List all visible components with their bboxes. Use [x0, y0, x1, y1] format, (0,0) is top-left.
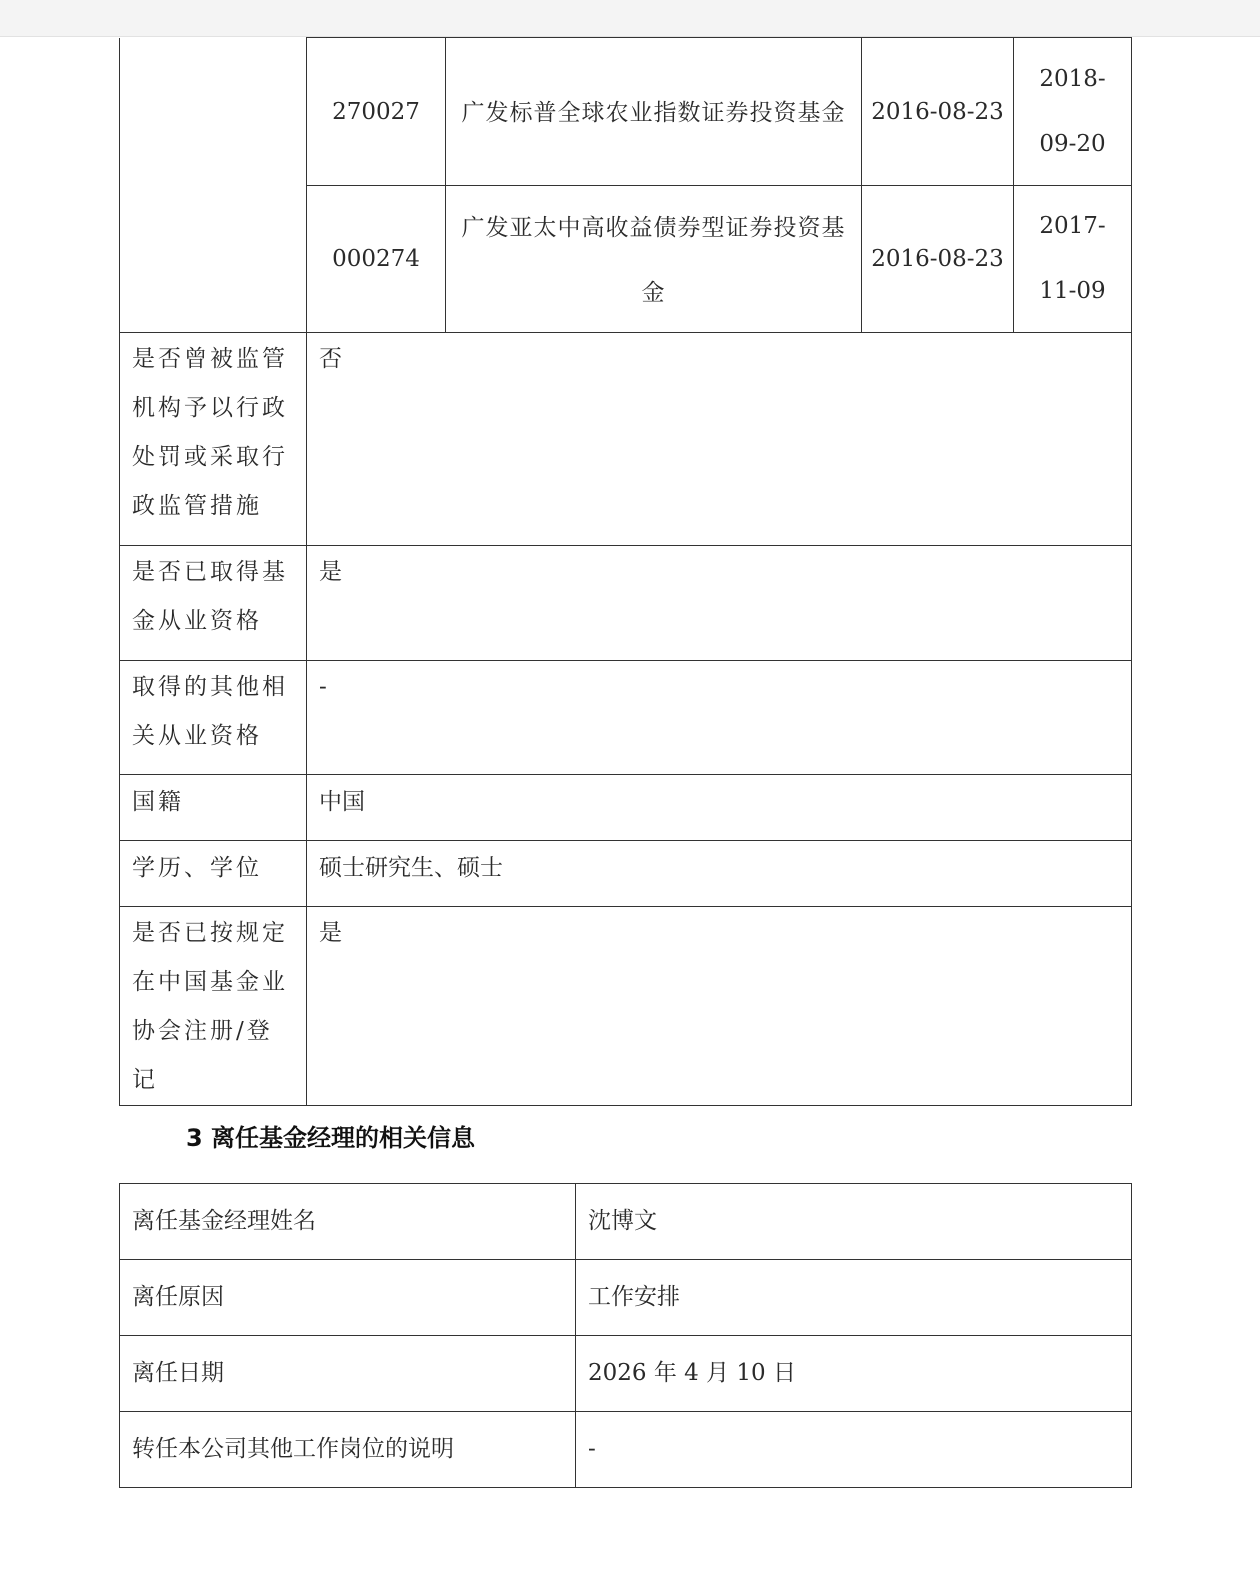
table-row: [120, 38, 1132, 186]
fund-name-cell: 广发亚太中高收益债券型证券投资基金: [446, 186, 862, 333]
departure-label-cell: 转任本公司其他工作岗位的说明: [120, 1412, 576, 1488]
info-label-cell: 取得的其他相关从业资格: [120, 661, 307, 775]
fund-end-date-cell: 2017-11-09: [1014, 186, 1132, 333]
info-value-cell: 否: [307, 333, 1132, 546]
departure-label-cell: 离任日期: [120, 1336, 576, 1412]
table-row: [120, 333, 1132, 546]
fund-start-date-cell: 2016-08-23: [862, 186, 1014, 333]
departure-label-cell: 离任原因: [120, 1260, 576, 1336]
table-row: [120, 775, 1132, 841]
departure-value-cell: -: [576, 1412, 1132, 1488]
section-3-heading: 3 离任基金经理的相关信息: [186, 1124, 476, 1152]
fund-manager-info-table: [119, 37, 1132, 1106]
table-row: [120, 907, 1132, 1106]
fund-name-cell: 广发标普全球农业指数证券投资基金: [446, 38, 862, 186]
table-row: [120, 1412, 1132, 1488]
info-label-cell: 国籍: [120, 775, 307, 841]
departure-value-cell: 工作安排: [576, 1260, 1132, 1336]
table-row: [120, 841, 1132, 907]
fund-start-date-cell: 2016-08-23: [862, 38, 1014, 186]
departure-value-cell: 2026 年 4 月 10 日: [576, 1336, 1132, 1412]
blank-label-cell: [120, 38, 307, 333]
info-label-cell: 是否曾被监管机构予以行政处罚或采取行政监管措施: [120, 333, 307, 546]
departing-manager-table: [119, 1183, 1132, 1488]
table-row: [120, 1184, 1132, 1260]
table-row: [120, 1260, 1132, 1336]
table-row: [120, 1336, 1132, 1412]
info-label-cell: 是否已按规定在中国基金业协会注册/登记: [120, 907, 307, 1106]
info-value-cell: -: [307, 661, 1132, 775]
info-label-cell: 学历、学位: [120, 841, 307, 907]
viewer-top-bar: [0, 0, 1260, 37]
info-value-cell: 是: [307, 546, 1132, 661]
fund-code-cell: 000274: [307, 186, 446, 333]
fund-code-cell: 270027: [307, 38, 446, 186]
table-row: [120, 546, 1132, 661]
info-value-cell: 是: [307, 907, 1132, 1106]
info-label-cell: 是否已取得基金从业资格: [120, 546, 307, 661]
departure-value-cell: 沈博文: [576, 1184, 1132, 1260]
fund-end-date-cell: 2018-09-20: [1014, 38, 1132, 186]
info-value-cell: 硕士研究生、硕士: [307, 841, 1132, 907]
departure-label-cell: 离任基金经理姓名: [120, 1184, 576, 1260]
table-row: [120, 661, 1132, 775]
info-value-cell: 中国: [307, 775, 1132, 841]
